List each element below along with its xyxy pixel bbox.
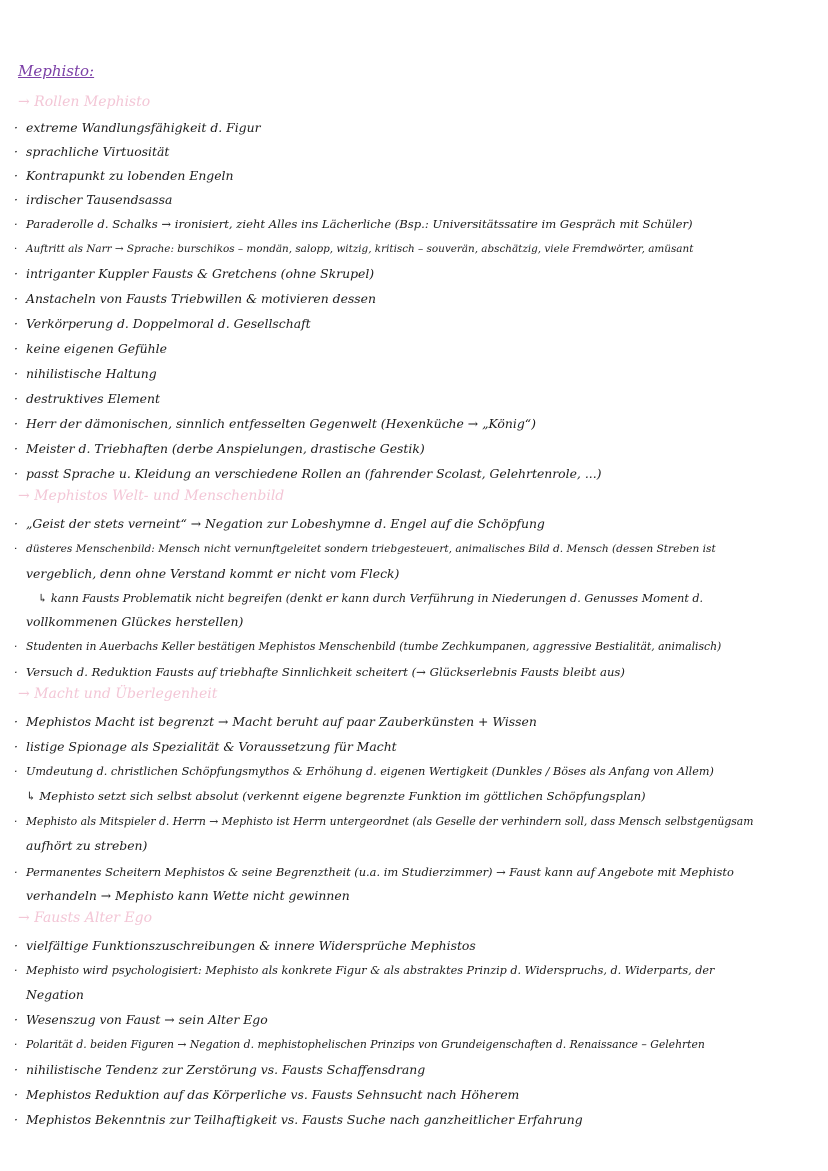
bullet-icon: · bbox=[14, 391, 18, 406]
bullet-icon: · bbox=[14, 665, 18, 679]
bullet-icon: · bbox=[14, 366, 18, 381]
list-item: · düsteres Menschenbild: Mensch nicht vernunftgeleitet sondern triebgesteuert, animalisches Bild d. Mensch (dessen Streben ist bbox=[14, 537, 820, 561]
list-item: · Wesenszug von Faust → sein Alter Ego bbox=[14, 1008, 820, 1032]
list-item-continuation: vergeblich, denn ohne Verstand kommt er nicht vom Fleck) bbox=[26, 566, 400, 581]
list-item: · extreme Wandlungsfähigkeit d. Figur bbox=[14, 116, 820, 140]
list-item: · Meister d. Triebhaften (derbe Anspielungen, drastische Gestik) bbox=[14, 437, 820, 461]
list-item: · Permanentes Scheitern Mephistos & seine Begrenztheit (u.a. im Studierzimmer) → Faust kann auf Angebote mit Mephisto bbox=[14, 860, 820, 884]
list-item-subpoint: ↳ kann Fausts Problematik nicht begreifen (denkt er kann durch Verführung in Niederungen d. Genusses Moment d. bbox=[38, 592, 704, 605]
bullet-icon: · bbox=[14, 341, 18, 356]
list-item: · irdischer Tausendsassa bbox=[14, 188, 820, 212]
list-item-continuation: verhandeln → Mephisto kann Wette nicht gewinnen bbox=[26, 888, 350, 903]
list-item-continuation: aufhört zu streben) bbox=[26, 838, 148, 853]
bullet-icon: · bbox=[14, 640, 18, 653]
list-item: · listige Spionage als Spezialität & Voraussetzung für Macht bbox=[14, 735, 820, 759]
list-item: · Kontrapunkt zu lobenden Engeln bbox=[14, 164, 820, 188]
list-item: · Mephisto als Mitspieler d. Herrn → Mephisto ist Herrn untergeordnet (als Geselle der verhindern soll, dass Mensch selbstgenügsam bbox=[14, 810, 820, 834]
bullet-icon: · bbox=[14, 266, 18, 281]
list-item: · Verkörperung d. Doppelmoral d. Gesellschaft bbox=[14, 312, 820, 336]
bullet-icon: · bbox=[14, 1038, 18, 1051]
list-item: · nihilistische Tendenz zur Zerstörung vs. Fausts Schaffensdrang bbox=[14, 1058, 820, 1082]
bullet-icon: · bbox=[14, 168, 18, 183]
list-item: · Studenten in Auerbachs Keller bestätigen Mephistos Menschenbild (tumbe Zechkumpanen, aggressive Bestialität, animalisch) bbox=[14, 635, 820, 659]
list-item: · passt Sprache u. Kleidung an verschiedene Rollen an (fahrender Scolast, Gelehrtenrole, ...) bbox=[14, 462, 820, 486]
list-item: · „Geist der stets verneint“ → Negation zur Lobeshymne d. Engel auf die Schöpfung bbox=[14, 512, 820, 536]
bullet-icon: · bbox=[14, 1087, 18, 1102]
section-heading: → Macht und Überlegenheit bbox=[18, 686, 218, 702]
list-item: · nihilistische Haltung bbox=[14, 362, 820, 386]
section-heading: → Rollen Mephisto bbox=[18, 94, 151, 110]
bullet-icon: · bbox=[14, 291, 18, 306]
bullet-icon: · bbox=[14, 144, 18, 159]
list-item: · Mephisto wird psychologisiert: Mephisto als konkrete Figur & als abstraktes Prinzip d. Widerspruchs, d. Widerparts, der bbox=[14, 959, 820, 983]
list-item: · Versuch d. Reduktion Fausts auf triebhafte Sinnlichkeit scheitert (→ Glückserlebnis Fausts bleibt aus) bbox=[14, 660, 820, 684]
bullet-icon: · bbox=[14, 938, 18, 953]
list-item-continuation: vollkommenen Glückes herstellen) bbox=[26, 614, 244, 629]
bullet-icon: · bbox=[14, 192, 18, 207]
bullet-icon: · bbox=[14, 1012, 18, 1027]
bullet-icon: · bbox=[14, 441, 18, 456]
list-item: · vielfältige Funktionszuschreibungen & innere Widersprüche Mephistos bbox=[14, 934, 820, 958]
list-item: · destruktives Element bbox=[14, 387, 820, 411]
list-item: · Polarität d. beiden Figuren → Negation d. mephistophelischen Prinzips von Grundeigenschaften d. Renaissance – Gelehrten bbox=[14, 1033, 820, 1057]
list-item: · keine eigenen Gefühle bbox=[14, 337, 820, 361]
list-item-subpoint: ↳ Mephisto setzt sich selbst absolut (verkennt eigene begrenzte Funktion im göttlichen Schöpfungsplan) bbox=[26, 789, 646, 803]
list-item: · Auftritt als Narr → Sprache: burschikos – mondän, salopp, witzig, kritisch – souverän, abschätzig, viele Fremdwörter, amüsant bbox=[14, 237, 820, 261]
list-item: · Paraderolle d. Schalks → ironisiert, zieht Alles ins Lächerliche (Bsp.: Universitätssatire im Gespräch mit Schüler) bbox=[14, 212, 820, 236]
list-item: · Mephistos Reduktion auf das Körperliche vs. Fausts Sehnsucht nach Höherem bbox=[14, 1083, 820, 1107]
bullet-icon: · bbox=[14, 316, 18, 331]
bullet-icon: · bbox=[14, 217, 18, 231]
page-title: Mephisto: bbox=[18, 62, 95, 80]
bullet-icon: · bbox=[14, 765, 18, 778]
list-item: · Herr der dämonischen, sinnlich entfesselten Gegenwelt (Hexenküche → „König“) bbox=[14, 412, 820, 436]
bullet-icon: · bbox=[14, 543, 18, 555]
bullet-icon: · bbox=[14, 1112, 18, 1127]
bullet-icon: · bbox=[14, 120, 18, 135]
bullet-icon: · bbox=[14, 815, 18, 828]
bullet-icon: · bbox=[14, 714, 18, 729]
bullet-icon: · bbox=[14, 964, 18, 977]
bullet-icon: · bbox=[14, 865, 18, 879]
bullet-icon: · bbox=[14, 243, 18, 255]
list-item: · sprachliche Virtuosität bbox=[14, 140, 820, 164]
bullet-icon: · bbox=[14, 516, 18, 531]
list-item: · Anstacheln von Fausts Triebwillen & motivieren dessen bbox=[14, 287, 820, 311]
bullet-icon: · bbox=[14, 416, 18, 431]
list-item: · intriganter Kuppler Fausts & Gretchens (ohne Skrupel) bbox=[14, 262, 820, 286]
section-heading: → Fausts Alter Ego bbox=[18, 910, 153, 926]
list-item: · Mephistos Bekenntnis zur Teilhaftigkeit vs. Fausts Suche nach ganzheitlicher Erfahrung bbox=[14, 1108, 820, 1132]
list-item-continuation: Negation bbox=[26, 987, 84, 1002]
bullet-icon: · bbox=[14, 739, 18, 754]
list-item: · Umdeutung d. christlichen Schöpfungsmythos & Erhöhung d. eigenen Wertigkeit (Dunkles / Böses als Anfang von Allem) bbox=[14, 760, 820, 784]
bullet-icon: · bbox=[14, 1062, 18, 1077]
section-heading: → Mephistos Welt- und Menschenbild bbox=[18, 488, 285, 504]
bullet-icon: · bbox=[14, 466, 18, 481]
list-item: · Mephistos Macht ist begrenzt → Macht beruht auf paar Zauberkünsten + Wissen bbox=[14, 710, 820, 734]
